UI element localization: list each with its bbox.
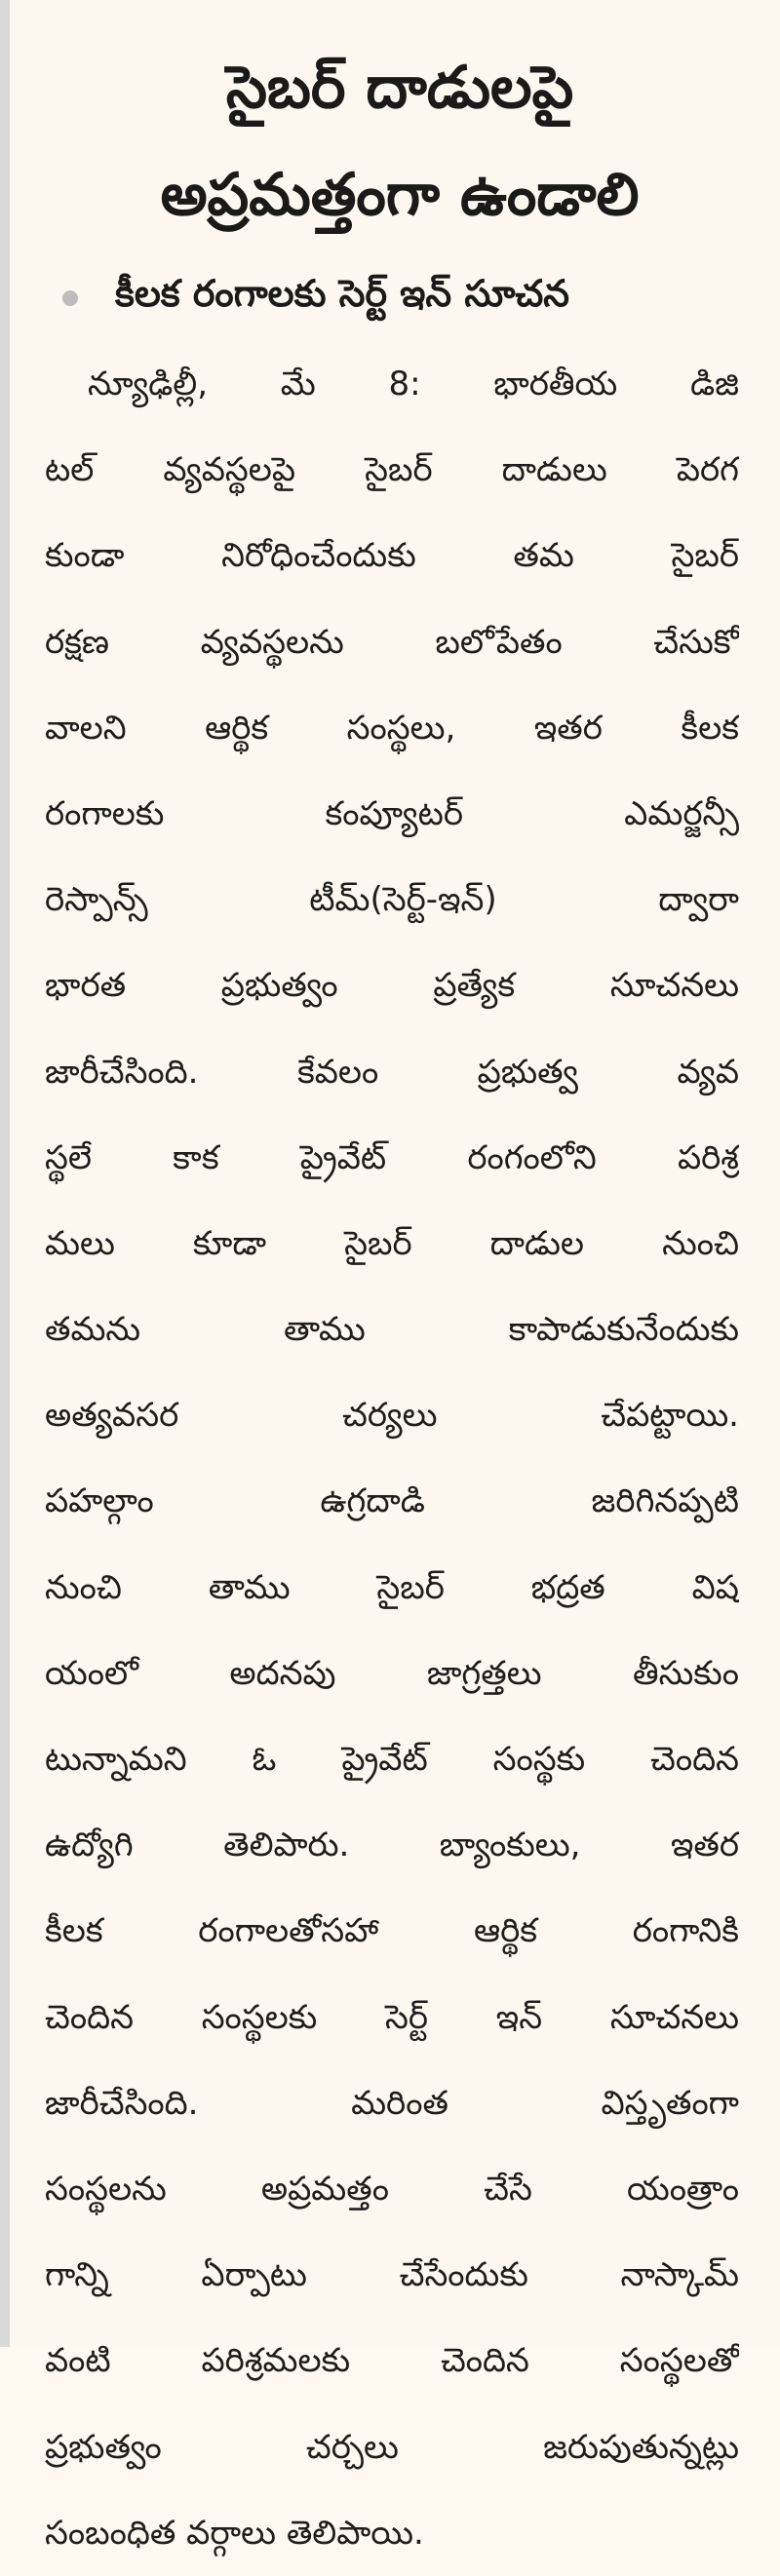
article-line: చెందిన సంస్థలకు సెర్ట్ ఇన్ సూచనలు <box>45 1997 739 2037</box>
article-line: సంబంధిత వర్గాలు తెలిపాయి. <box>45 2513 424 2553</box>
headline-line-2: అప్రమత్తంగా ఉండాలి <box>160 161 640 229</box>
article-line: తమను తాము కాపాడుకునేందుకు <box>45 1310 739 1350</box>
bullet-icon <box>62 290 78 306</box>
article-line: జారీచేసింది. కేవలం ప్రభుత్వ వ్యవ <box>45 1052 739 1092</box>
article-line: అత్యవసర చర్యలు చేపట్టాయి. <box>45 1396 739 1436</box>
article-line: కుండా నిరోధించేందుకు తమ సైబర్ <box>45 536 739 576</box>
article-body <box>45 341 739 2576</box>
headline-line-1: సైబర్ దాడులపై <box>225 54 574 122</box>
page-edge-divider <box>0 0 10 2347</box>
article-line: స్థలే కాక ప్రైవేట్ రంగంలోని పరిశ్ర <box>45 1137 739 1177</box>
article-line: నుంచి తాము సైబర్ భద్రత విష <box>45 1567 739 1607</box>
article-line: జారీచేసింది. మరింత విస్తృతంగా <box>45 2083 739 2123</box>
article-line: వాలని ఆర్థిక సంస్థలు, ఇతర కీలక <box>45 708 739 748</box>
article-line: ఉద్యోగి తెలిపారు. బ్యాంకులు, ఇతర <box>45 1826 739 1865</box>
article-line: కీలక రంగాలతోసహా ఆర్థిక రంగానికి <box>45 1911 739 1951</box>
article-line: న్యూఢిల్లీ, మే 8: భారతీయ డిజి <box>88 365 739 404</box>
article-line: వంటి పరిశ్రమలకు చెందిన సంస్థలతో <box>45 2341 739 2381</box>
article-line: టల్ వ్యవస్థలపై సైబర్ దాడులు పెరగ <box>45 450 739 490</box>
subheadline-text: కీలక రంగాలకు సెర్ట్ ఇన్ సూచన <box>115 272 569 315</box>
article-line: సంస్థలను అప్రమత్తం చేసే యంత్రాం <box>45 2169 739 2209</box>
article-line: మలు కూడా సైబర్ దాడుల నుంచి <box>45 1223 739 1263</box>
article-line: రంగాలకు కంప్యూటర్ ఎమర్జన్సీ <box>45 793 739 833</box>
article-line: గాన్ని ఏర్పాటు చేసేందుకు నాస్కామ్ <box>45 2255 739 2295</box>
article-line: రెస్పాన్స్ టీమ్(సెర్ట్-ఇన్) ద్వారా <box>45 880 739 920</box>
article-line: ప్రభుత్వం చర్చలు జరుపుతున్నట్లు <box>45 2427 739 2467</box>
article-line: భారత ప్రభుత్వం ప్రత్యేక సూచనలు <box>45 966 739 1006</box>
article-line: యంలో అదనపు జాగ్రత్తలు తీసుకుం <box>45 1653 739 1693</box>
article-line: రక్షణ వ్యవస్థలను బలోపేతం చేసుకో <box>45 622 739 662</box>
article-line: పహల్గాం ఉగ్రదాడి జరిగినప్పటి <box>45 1481 739 1521</box>
cropped-previous-headline <box>12 0 780 18</box>
article-line: టున్నామని ఓ ప్రైవేట్ సంస్థకు చెందిన <box>45 1740 739 1779</box>
subheadline <box>62 269 764 327</box>
